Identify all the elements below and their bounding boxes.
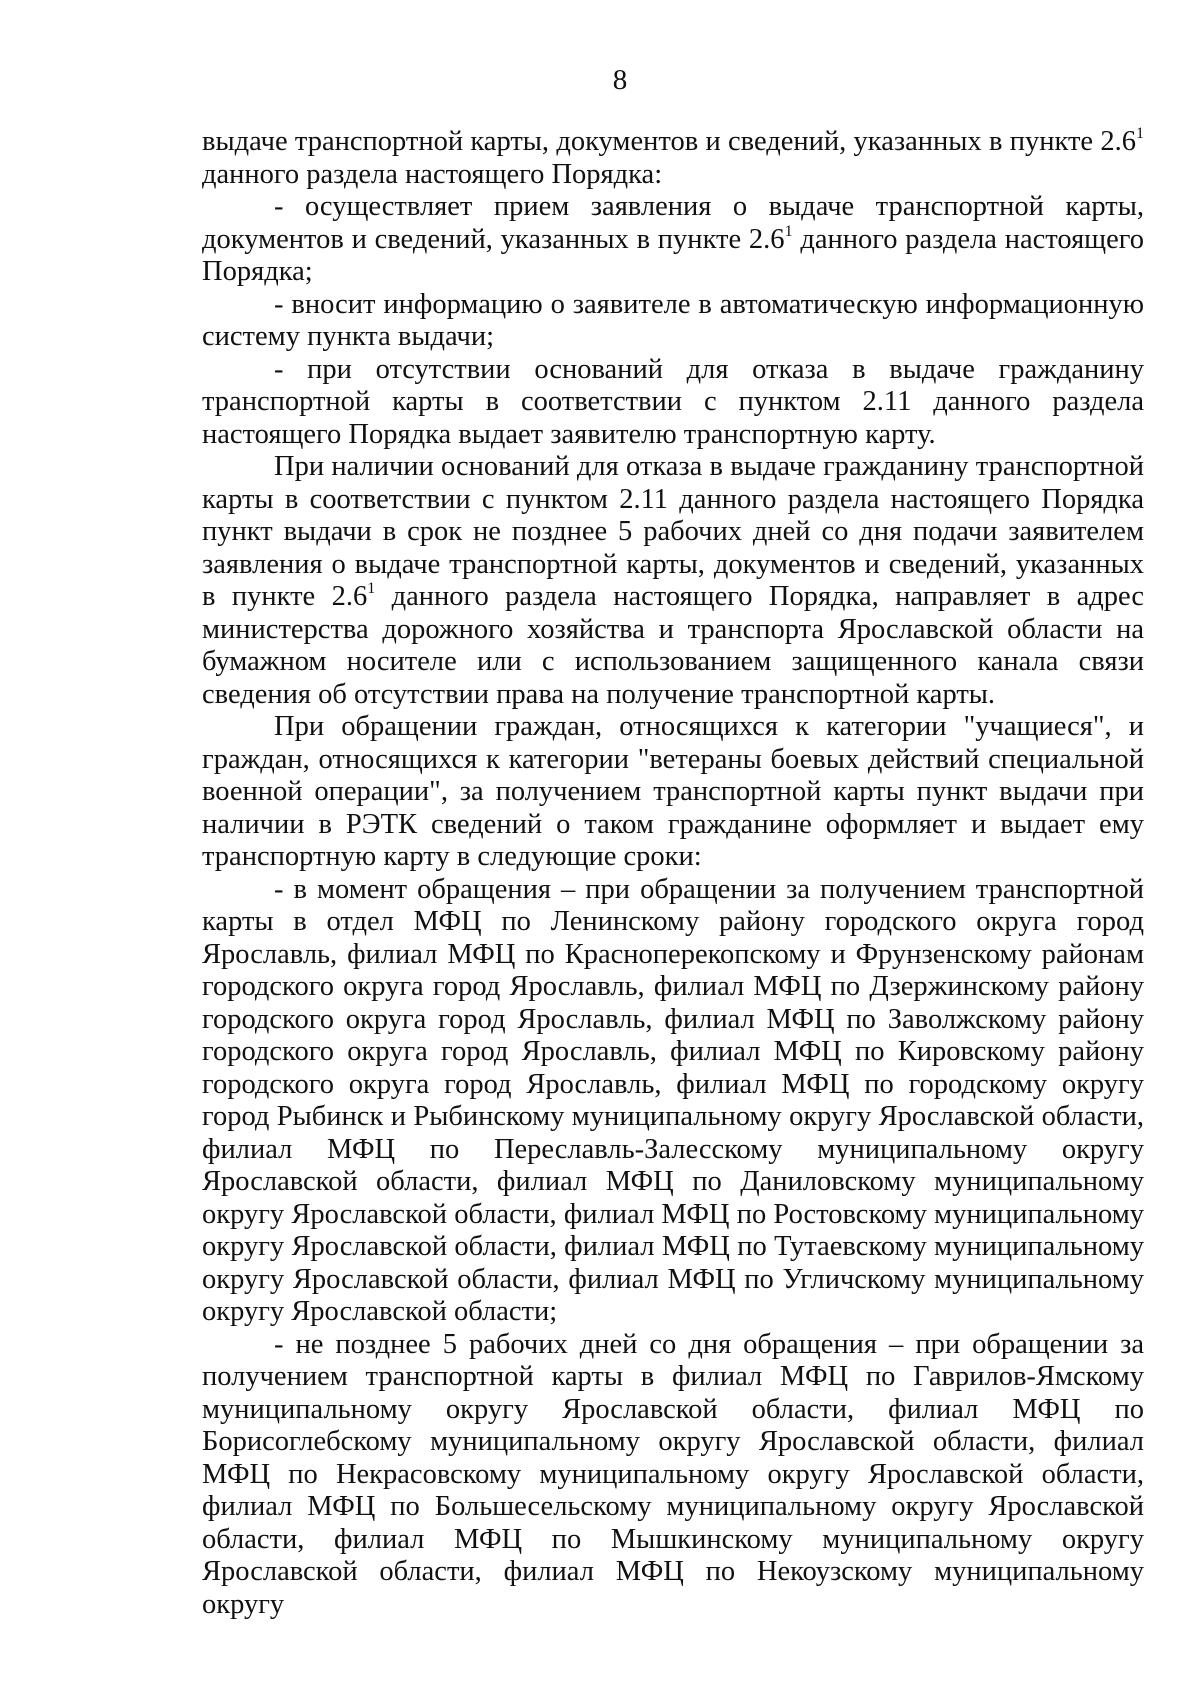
footnote-superscript: 1 <box>784 222 793 240</box>
paragraph-continuation <box>202 126 1144 191</box>
list-item-enter-information: - вносит информацию о заявителе в автоматическую информационную систему пункта выдачи; <box>202 288 1144 352</box>
paragraph-text: данного раздела настоящего Порядка; <box>202 223 1144 287</box>
list-item-accept-application <box>202 191 1144 289</box>
document-body <box>202 126 1144 1621</box>
list-item-immediate-issue: - в момент обращения – при обращении за получением транспортной карты в отдел МФЦ по Ленинскому району городского округа город Ярославль, филиал МФЦ по Красноперекопскому и Фрунзенскому районам городского округа город Ярославль, филиал МФЦ по Дзержинскому району городского округа город Ярославль, филиал МФЦ по Заволжскому району городского округа город Ярославль, филиал МФЦ по Кировскому району городского округа город Ярославль, филиал МФЦ по городскому округу город Рыбинск и Рыбинскому муниципальному округу Ярославской области, филиал МФЦ по Переславль-Залесскому муниципальному округу Ярославской области, филиал МФЦ по Даниловскому муниципальному округу Ярославской области, филиал МФЦ по Ростовскому муниципальному округу Ярославской области, филиал МФЦ по Тутаевскому муниципальному округу Ярославской области, филиал МФЦ по Угличскому муниципальному округу Ярославской области; <box>202 873 1144 1327</box>
paragraph-text: данного раздела настоящего Порядка: <box>202 158 663 190</box>
paragraph-categories: При обращении граждан, относящихся к категории "учащиеся", и граждан, относящихся к категории "ветераны боевых действий специальной военной операции", за получением транспортной карты пункт выдачи при наличии в РЭТК сведений о таком гражданине оформляет и выдает ему транспортную карту в следующие сроки: <box>202 711 1144 872</box>
list-item-five-days-issue: - не позднее 5 рабочих дней со дня обращения – при обращении за получением транспортной карты в филиал МФЦ по Гаврилов-Ямскому муниципальному округу Ярославской области, филиал МФЦ по Борисоглебскому муниципальному округу Ярославской области, филиал МФЦ по Некрасовскому муниципальному округу Ярославской области, филиал МФЦ по Большесельскому муниципальному округу Ярославской области, филиал МФЦ по Мышкинскому муниципальному округу Ярославской области, филиал МФЦ по Некоузскому муниципальному округу <box>202 1328 1144 1620</box>
page-number: 8 <box>612 64 628 96</box>
footnote-superscript: 1 <box>1136 125 1144 142</box>
list-item-issue-card: - при отсутствии оснований для отказа в выдаче гражданину транспортной карты в соответствии с пунктом 2.11 данного раздела настоящего Порядка выдает заявителю транспортную карту. <box>202 353 1144 450</box>
paragraph-text: При наличии оснований для отказа в выдаче гражданину транспортной карты в соответствии с пунктом 2.11 данного раздела настоящего Порядка пункт выдачи в срок не позднее 5 рабочих дней со дня подачи заявителем заявления о выдаче транспортной карты, документов и сведений, указанных в пункте 2.6 <box>202 451 1144 612</box>
paragraph-text: - осуществляет прием заявления о выдаче транспортной карты, документов и сведений, указанных в пункте 2.6 <box>202 191 1144 255</box>
paragraph-text: данного раздела настоящего Порядка, направляет в адрес министерства дорожного хозяйства и транспорта Ярославской области на бумажном носителе или с использованием защищенного канала связи сведения об отсутствии права на получение транспортной карты. <box>202 581 1144 710</box>
paragraph-refusal-grounds <box>202 451 1144 711</box>
footnote-superscript: 1 <box>367 580 376 597</box>
paragraph-text: выдаче транспортной карты, документов и сведений, указанных в пункте 2.6 <box>202 126 1136 157</box>
